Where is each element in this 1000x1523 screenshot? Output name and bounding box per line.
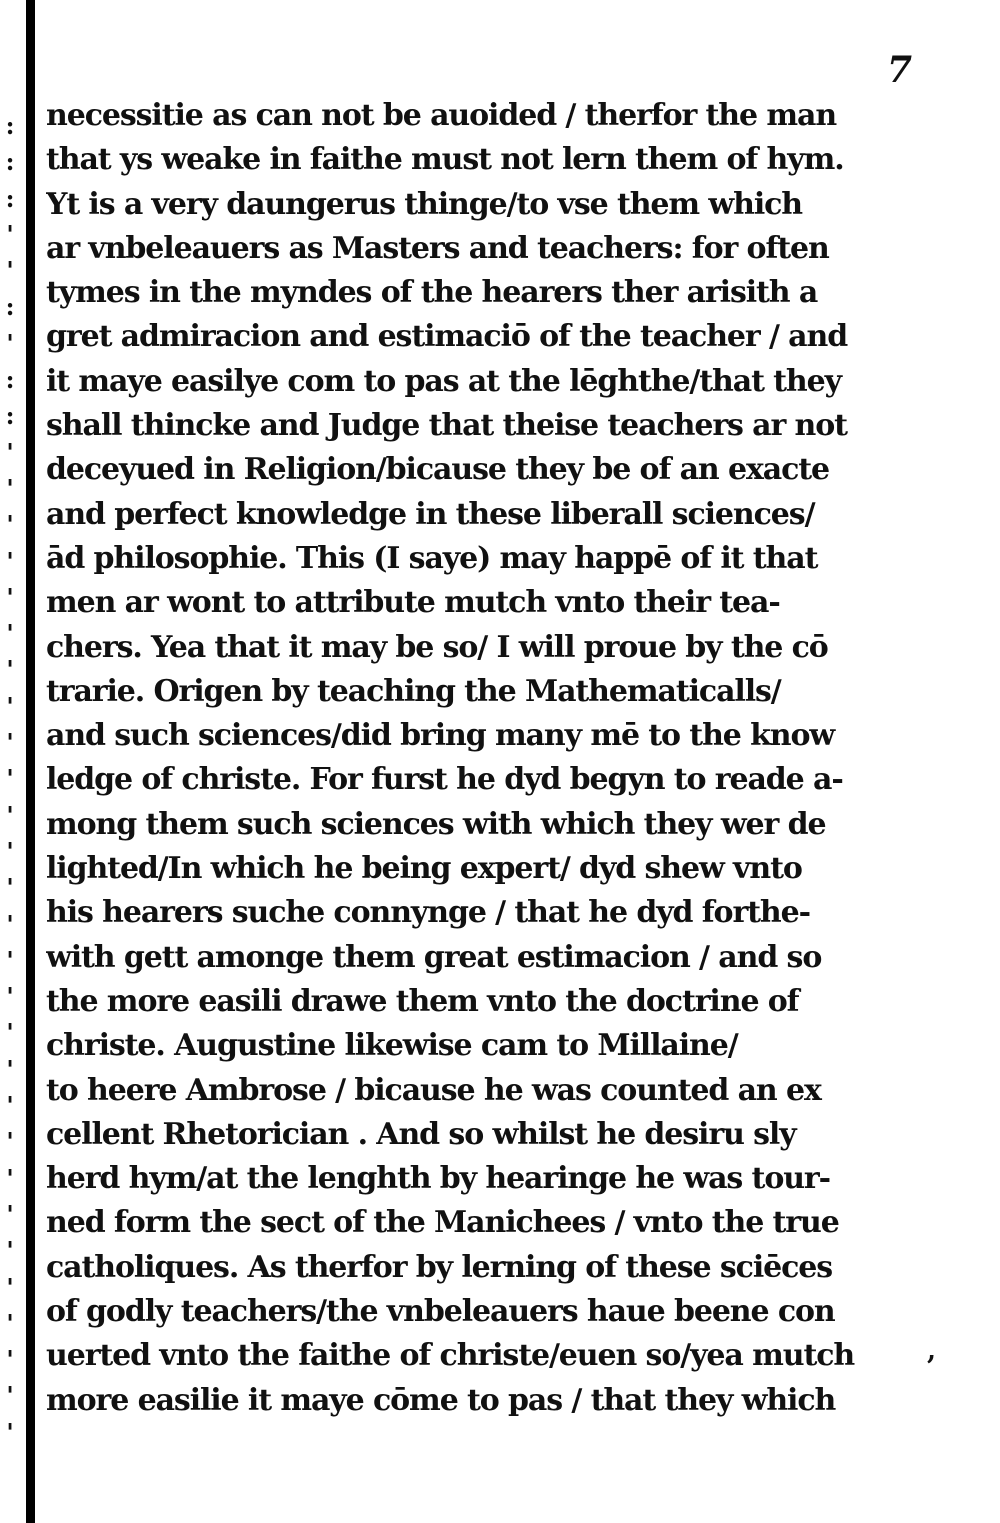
margin-glyph: : xyxy=(5,365,15,395)
margin-glyph: ' xyxy=(6,1127,14,1157)
margin-glyph: ' xyxy=(6,1199,14,1229)
gutter-rule xyxy=(26,0,35,1523)
text-line: uerted vnto the faithe of christe/euen so/yea mutch xyxy=(46,1338,855,1374)
text-line: to heere Ambrose / bicause he was counted an ex xyxy=(46,1072,821,1108)
text-line: with gett amonge them great estimacion / and so xyxy=(46,939,822,975)
text-line: shall thincke and Judge that theise teachers ar not xyxy=(46,408,847,444)
margin-glyph: ' xyxy=(6,691,14,721)
margin-glyph: ' xyxy=(6,546,14,576)
text-line: men ar wont to attribute mutch vnto their tea- xyxy=(46,585,780,621)
margin-glyph: ' xyxy=(6,836,14,866)
facing-page-margin xyxy=(0,108,20,1451)
margin-glyph: ' xyxy=(6,1345,14,1375)
margin-glyph: ' xyxy=(6,1381,14,1411)
margin-glyph: ' xyxy=(6,510,14,540)
text-line: that ys weake in faithe must not lern them of hym. xyxy=(46,142,844,178)
text-line: ledge of christe. For furst he dyd begyn to reade a- xyxy=(46,762,843,798)
text-line: herd hym/at the lenghth by hearinge he was tour- xyxy=(46,1161,830,1197)
margin-glyph: ' xyxy=(6,619,14,649)
margin-glyph: ' xyxy=(6,909,14,939)
text-line: and such sciences/did bring many mē to the know xyxy=(46,718,835,754)
margin-glyph: ' xyxy=(6,945,14,975)
margin-glyph: ' xyxy=(6,873,14,903)
margin-glyph: ' xyxy=(6,256,14,286)
text-line: chers. Yea that it may be so/ I will proue by the cō xyxy=(46,629,828,665)
margin-glyph: : xyxy=(5,401,15,431)
margin-glyph: : xyxy=(5,147,15,177)
text-line: ar vnbeleauers as Masters and teachers: for often xyxy=(46,230,829,266)
body-text xyxy=(46,94,926,1423)
margin-glyph: ' xyxy=(6,982,14,1012)
margin-glyph: ' xyxy=(6,328,14,358)
text-line: Yt is a very daungerus thinge/to vse them which xyxy=(46,186,803,222)
text-line: it maye easilye com to pas at the lēghthe/that they xyxy=(46,363,841,399)
text-line: trarie. Origen by teaching the Mathematicalls/ xyxy=(46,673,781,709)
text-line: more easilie it maye cōme to pas / that they which xyxy=(46,1382,836,1418)
margin-glyph: ' xyxy=(6,800,14,830)
text-line: the more easili drawe them vnto the doctrine of xyxy=(46,983,799,1019)
text-line: necessitie as can not be auoided / therfor the man xyxy=(46,98,837,133)
stray-ink-mark: , xyxy=(927,1336,937,1366)
text-line: ned form the sect of the Manichees / vnto the true xyxy=(46,1205,839,1241)
margin-glyph: : xyxy=(5,183,15,213)
margin-glyph: ' xyxy=(6,1272,14,1302)
margin-glyph: : xyxy=(5,292,15,322)
margin-glyph: ' xyxy=(6,437,14,467)
margin-glyph: ' xyxy=(6,219,14,249)
margin-glyph: ' xyxy=(6,1054,14,1084)
margin-glyph: ' xyxy=(6,1163,14,1193)
margin-glyph: : xyxy=(5,111,15,140)
text-line: ād philosophie. This (I saye) may happē of it that xyxy=(46,540,818,576)
margin-glyph: ' xyxy=(6,655,14,685)
text-line: cellent Rhetorician . And so whilst he desiru sly xyxy=(46,1116,796,1152)
margin-glyph: ' xyxy=(6,1091,14,1121)
margin-glyph: ' xyxy=(6,473,14,503)
margin-glyph: ' xyxy=(6,728,14,758)
text-line: tymes in the myndes of the hearers ther arisith a xyxy=(46,275,818,311)
margin-glyph: ' xyxy=(6,1417,14,1447)
margin-glyph: ' xyxy=(6,764,14,794)
text-line: catholiques. As therfor by lerning of these sciēces xyxy=(46,1249,833,1285)
text-line: christe. Augustine likewise cam to Millaine/ xyxy=(46,1028,738,1064)
page-number: 7 xyxy=(886,49,912,91)
text-line: his hearers suche connynge / that he dyd forthe- xyxy=(46,895,810,931)
text-line: and perfect knowledge in these liberall sciences/ xyxy=(46,496,815,532)
text-line: of godly teachers/the vnbeleauers haue beene con xyxy=(46,1294,835,1330)
text-line: gret admiracion and estimaciō of the teacher / and xyxy=(46,319,848,355)
margin-glyph: ' xyxy=(6,1308,14,1338)
margin-glyph: ' xyxy=(6,1018,14,1048)
text-line: lighted/In which he being expert/ dyd shew vnto xyxy=(46,851,802,887)
text-line: deceyued in Religion/bicause they be of an exacte xyxy=(46,452,830,488)
margin-glyph: ' xyxy=(6,1236,14,1266)
margin-glyph: ' xyxy=(6,582,14,612)
text-line: mong them such sciences with which they wer de xyxy=(46,806,826,842)
